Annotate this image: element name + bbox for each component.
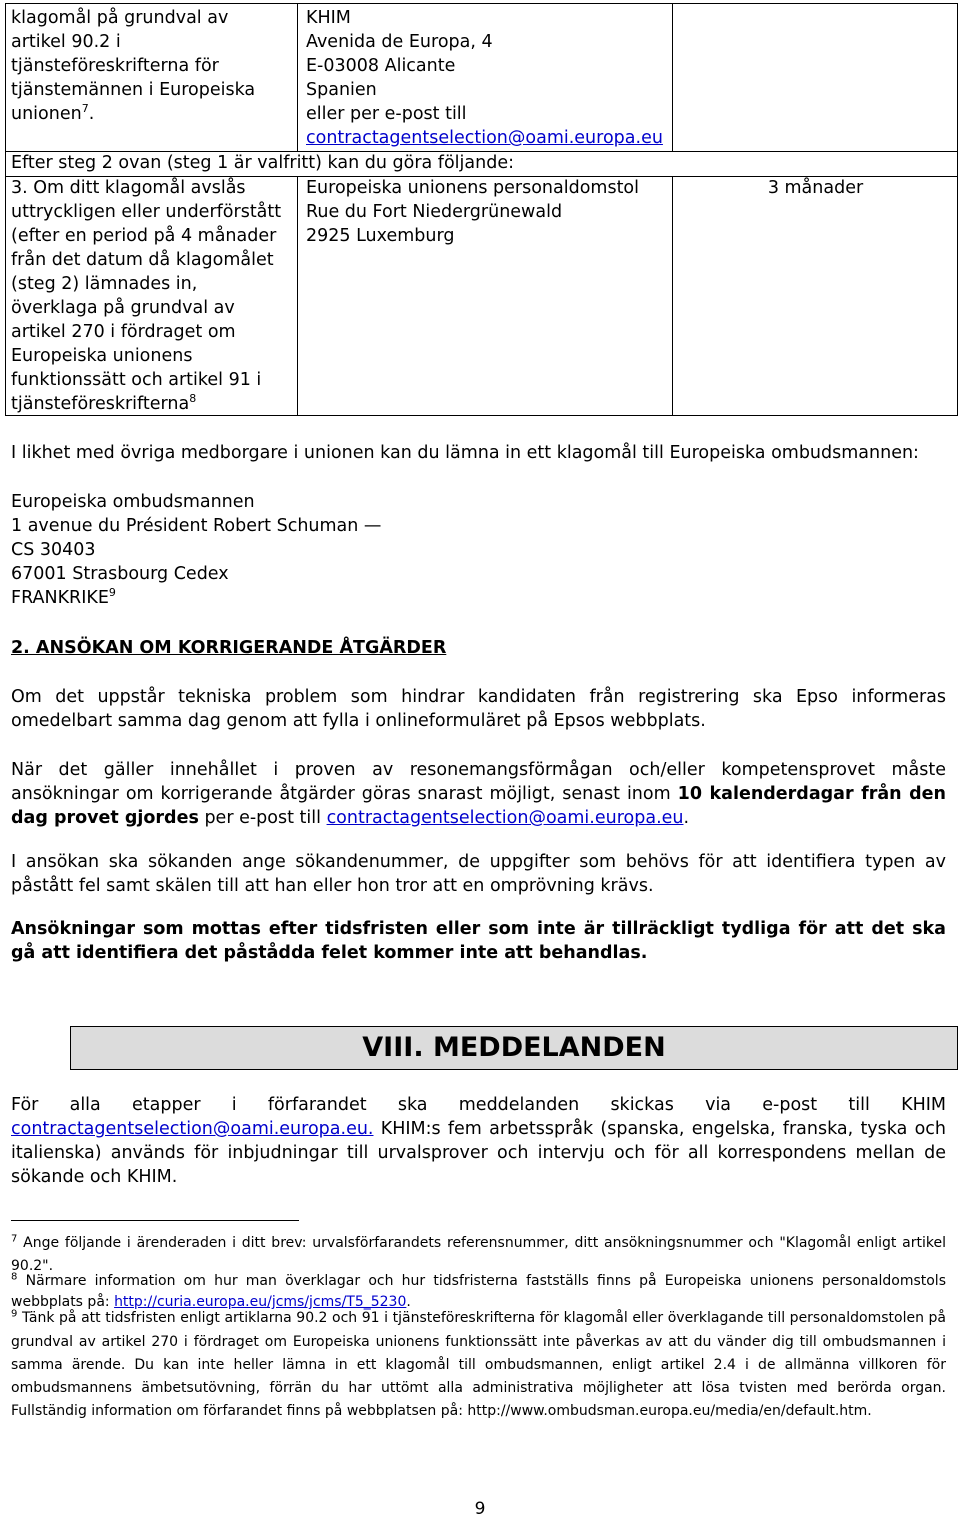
table-border-top [5,3,958,4]
ombudsman-address-line: CS 30403 [11,540,96,560]
footnote-separator [11,1220,299,1221]
table-divider-col1-bottom [297,176,298,416]
email-link[interactable]: contractagentselection@oami.europa.eu [326,808,684,828]
table-cell-court-address [306,176,639,248]
paragraph-line: Om det uppstår tekniska problem som hindrar kandidaten från registrering ska Epso informeras [11,687,946,707]
table-divider-col1-top [297,3,298,151]
paragraph-line: italienska) används för inbjudningar till urvalsprover och intervju och för all korrespondens mellan de [11,1143,946,1163]
paragraph-text: . [683,808,690,828]
footnote-text: webbplats på: [11,1294,110,1310]
cell-line [11,102,255,126]
cell-line: tjänsteföreskrifterna för [11,56,219,76]
page-number: 9 [474,1499,486,1519]
footnote-7-line [11,1232,946,1255]
cell-line: Europeiska unionens [11,346,193,366]
cell-text: . [88,104,95,124]
address-line: Europeiska unionens personaldomstol [306,178,639,198]
footnote-number: 9 [11,1308,18,1320]
paragraph-line: Ansökningar som mottas efter tidsfristen eller som inte är tillräckligt tydliga för att det ska [11,919,946,939]
footnote-ref-8[interactable]: 8 [189,392,197,406]
footnote-ref-7[interactable]: 7 [81,102,89,116]
table-border-right [957,3,958,416]
email-link[interactable]: contractagentselection@oami.europa.eu [306,128,663,148]
footnote-9-line: samma ärende. Du kan inte heller lämna in ett klagomål till ombudsmannen, enligt artikel 2.4 i de allmänna villkoren för [11,1357,946,1373]
paragraph-line: påstått fel samt skälen till att han eller hon tror att en omprövning krävs. [11,876,654,896]
ombudsman-address-line: 67001 Strasbourg Cedex [11,564,229,584]
table-cell-deadline: 3 månader [767,178,864,198]
paragraph-line: I ansökan ska sökanden ange sökandenummer, de uppgifter som behövs för att identifiera typen av [11,852,946,872]
footnote-9-line: Fullständig information om förfarandet finns på webbplatsen på: http://www.ombudsman.europa.eu/media/en/default.htm. [11,1403,872,1419]
cell-line: (efter en period på 4 månader [11,226,277,246]
footnote-9-line [11,1307,946,1330]
table-cell-khim-address [306,6,663,150]
paragraph-text: KHIM:s fem arbetsspråk (spanska, engelska, franska, tyska och [380,1119,946,1139]
paragraph-line: För alla etapper i förfarandet ska meddelanden skickas via e-post till KHIM [11,1095,946,1115]
cell-line: artikel 270 i fördraget om [11,322,236,342]
paragraph-text: per e-post till [204,808,321,828]
paragraph-line: gå att identifiera det påstådda felet kommer inte att behandlas. [11,943,648,963]
cell-line: klagomål på grundval av [11,8,229,28]
footnote-9-line: ombudsmannens ämbetsutövning, förrän du har uttömt alla administrativa möjligheter att lösa tvisten med berörda organ. [11,1380,946,1396]
cell-line: (steg 2) lämnades in, [11,274,198,294]
curia-link[interactable]: http://curia.europa.eu/jcms/jcms/T5_5230 [114,1294,407,1310]
cell-line: artikel 90.2 i [11,32,121,52]
address-line: Rue du Fort Niedergrünewald [306,202,563,222]
footnote-text: . [406,1294,411,1310]
address-line: 2925 Luxemburg [306,226,455,246]
paragraph-line: omedelbart samma dag genom att fylla i onlineformuläret på Epsos webbplats. [11,711,706,731]
section-8-heading: VIII. MEDDELANDEN [70,1026,958,1070]
ombudsman-country [11,586,116,610]
footnote-number: 8 [11,1271,18,1283]
ombudsman-address-line: 1 avenue du Président Robert Schuman — [11,516,382,536]
cell-line: 3. Om ditt klagomål avslås [11,178,246,198]
cell-line: uttryckligen eller underförstått [11,202,282,222]
table-border-left [5,3,6,416]
deadline-emphasis: 10 kalenderdagar från den [677,784,946,804]
appeals-table [5,3,958,416]
footnote-number: 7 [11,1233,18,1245]
address-line: KHIM [306,8,351,28]
table-cell-step2-description [11,6,255,126]
cell-text: tjänsteföreskrifterna [11,394,190,414]
cell-line [11,392,281,416]
footnote-7-line: 90.2". [11,1258,54,1274]
paragraph-line: sökande och KHIM. [11,1167,178,1187]
paragraph-line [11,1117,946,1141]
cell-line: funktionssätt och artikel 91 i [11,370,262,390]
cell-line: tjänstemännen i Europeiska [11,80,256,100]
footnote-9-line: grundval av artikel 270 i fördraget om Europeiska unionens funktionssätt inte påverkas av att du vänder dig till ombudsmannen i [11,1334,946,1350]
ombudsman-address-line: Europeiska ombudsmannen [11,492,255,512]
table-divider-col2-bottom [672,176,673,416]
cell-line: från det datum då klagomålet [11,250,274,270]
ombudsman-intro: I likhet med övriga medborgare i unionen kan du lämna in ett klagomål till Europeiska ombudsmannen: [11,443,919,463]
address-line: Avenida de Europa, 4 [306,32,493,52]
footnote-ref-9[interactable]: 9 [108,586,116,600]
deadline-emphasis: dag provet gjordes [11,808,199,828]
country-text: FRANKRIKE [11,588,109,608]
email-link[interactable]: contractagentselection@oami.europa.eu. [11,1119,374,1139]
footnote-text: Tänk på att tidsfristen enligt artiklarna 90.2 och 91 i tjänsteföreskrifterna för klagomål eller överklagande till personaldomstolen på [21,1310,947,1326]
paragraph-text: ansökningar om korrigerande åtgärder göras snarast möjligt, senast inom [11,784,671,804]
address-line: eller per e-post till [306,104,467,124]
table-span-row: Efter steg 2 ovan (steg 1 är valfritt) kan du göra följande: [11,153,514,173]
footnote-text: Ange följande i ärenderaden i ditt brev: urvalsförfarandets referensnummer, ditt ansökningsnummer och "Klagomål enligt artikel [23,1235,947,1251]
address-line: E-03008 Alicante [306,56,456,76]
cell-line: överklaga på grundval av [11,298,235,318]
table-divider-col2-top [672,3,673,151]
paragraph-line: När det gäller innehållet i proven av resonemangsförmågan och/eller kompetensprovet måste [11,760,946,780]
address-line: Spanien [306,80,377,100]
footnote-text: Närmare information om hur man överklagar och hur tidsfristerna fastställs finns på Europeiska unionens personaldomstols [25,1273,946,1289]
table-cell-step3-description [11,176,281,416]
paragraph-line [11,806,689,830]
footnote-8-line [11,1270,946,1293]
cell-text: unionen [11,104,82,124]
section-2-heading: 2. ANSÖKAN OM KORRIGERANDE ÅTGÄRDER [11,638,447,658]
paragraph-line [11,782,946,806]
